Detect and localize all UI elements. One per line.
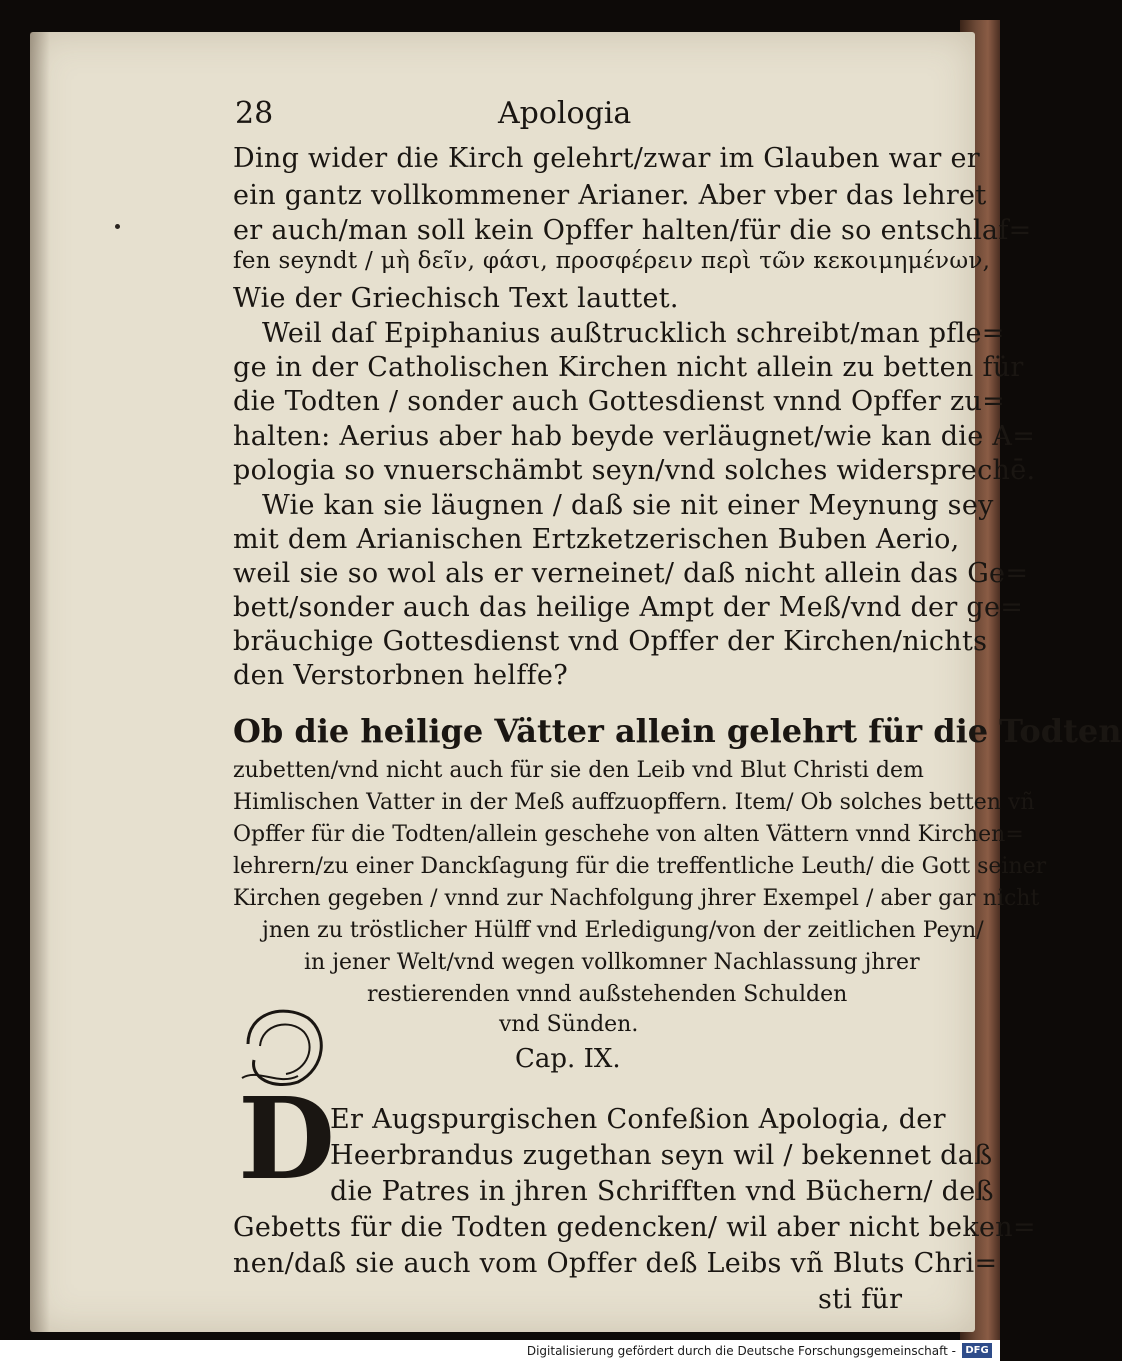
chapter-line: sti für bbox=[818, 1284, 903, 1315]
dfg-logo: DFG bbox=[962, 1343, 992, 1358]
subheading-line: Opffer für die Todten/allein geschehe von alten Vättern vnnd Kirchen= bbox=[233, 822, 1024, 847]
body-line: fen seyndt / μὴ δεῖν, φάσι, προσφέρειν περὶ τῶν κεκοιμημένων, bbox=[233, 248, 991, 274]
body-line: ge in der Catholischen Kirchen nicht allein zu betten für bbox=[233, 352, 1024, 383]
margin-mark bbox=[115, 224, 120, 229]
subheading-line: restierenden vnnd außstehenden Schulden bbox=[367, 982, 848, 1007]
subheading-line: jnen zu tröstlicher Hülff vnd Erledigung/von der zeitlichen Peyn/ bbox=[262, 918, 984, 943]
body-line: mit dem Arianischen Ertzketzerischen Buben Aerio, bbox=[233, 524, 960, 555]
footer-credit: Digitalisierung gefördert durch die Deutsche Forschungsgemeinschaft - bbox=[526, 1344, 956, 1358]
body-line: weil sie so wol als er verneinet/ daß nicht allein das Ge= bbox=[233, 558, 1029, 589]
chapter-line: Heerbrandus zugethan seyn wil / bekennet daß bbox=[330, 1140, 993, 1171]
spine-shadow bbox=[30, 32, 50, 1332]
subheading-line: vnd Sünden. bbox=[499, 1012, 639, 1037]
body-line: die Todten / sonder auch Gottesdienst vnnd Opffer zu= bbox=[233, 386, 1006, 417]
chapter-label: Cap. IX. bbox=[515, 1044, 621, 1074]
body-line: Ding wider die Kirch gelehrt/zwar im Glauben war er bbox=[233, 143, 980, 174]
body-line: den Verstorbnen helffe? bbox=[233, 660, 568, 691]
body-line: pologia so vnuerschämbt seyn/vnd solches widersprechē. bbox=[233, 455, 1036, 486]
chapter-line: Gebetts für die Todten gedencken/ wil aber nicht beken= bbox=[233, 1212, 1036, 1243]
chapter-line: Er Augspurgischen Confeßion Apologia, der bbox=[330, 1104, 946, 1135]
chapter-line: die Patres in jhren Schrifften vnd Büchern/ deß bbox=[330, 1176, 994, 1207]
subheading-line: Kirchen gegeben / vnnd zur Nachfolgung jhrer Exempel / aber gar nicht bbox=[233, 886, 1040, 911]
subheading-line: lehrern/zu einer Danckſagung für die treffentliche Leuth/ die Gott seiner bbox=[233, 854, 1047, 879]
body-line: ein gantz vollkommener Arianer. Aber vber das lehret bbox=[233, 180, 987, 211]
page-number: 28 bbox=[235, 96, 274, 131]
initial-letter: D bbox=[238, 1074, 336, 1205]
body-line: halten: Aerius aber hab beyde verläugnet/wie kan die A= bbox=[233, 421, 1036, 452]
subheading-line: Himlischen Vatter in der Meß auffzuopffern. Item/ Ob solches betten vñ bbox=[233, 790, 1035, 815]
subheading-line: in jener Welt/vnd wegen vollkomner Nachlassung jhrer bbox=[304, 950, 920, 975]
subheading-line: zubetten/vnd nicht auch für sie den Leib vnd Blut Christi dem bbox=[233, 758, 924, 783]
chapter-line: nen/daß sie auch vom Opffer deß Leibs vñ Bluts Chri= bbox=[233, 1248, 998, 1279]
body-line: bett/sonder auch das heilige Ampt der Meß/vnd der ge= bbox=[233, 592, 1024, 623]
body-line: bräuchige Gottesdienst vnd Opffer der Kirchen/nichts bbox=[233, 626, 988, 657]
section-heading: Ob die heilige Vätter allein gelehrt für die Todten bbox=[233, 712, 1122, 750]
body-line: er auch/man soll kein Opffer halten/für die so entschlaf= bbox=[233, 215, 1032, 246]
body-line: Weil daſ Epiphanius außtrucklich schreibt/man pfle= bbox=[262, 318, 1005, 349]
body-line: Wie der Griechisch Text lauttet. bbox=[233, 283, 679, 314]
running-head: Apologia bbox=[498, 96, 632, 131]
body-line: Wie kan sie läugnen / daß sie nit einer Meynung sey bbox=[262, 490, 994, 521]
